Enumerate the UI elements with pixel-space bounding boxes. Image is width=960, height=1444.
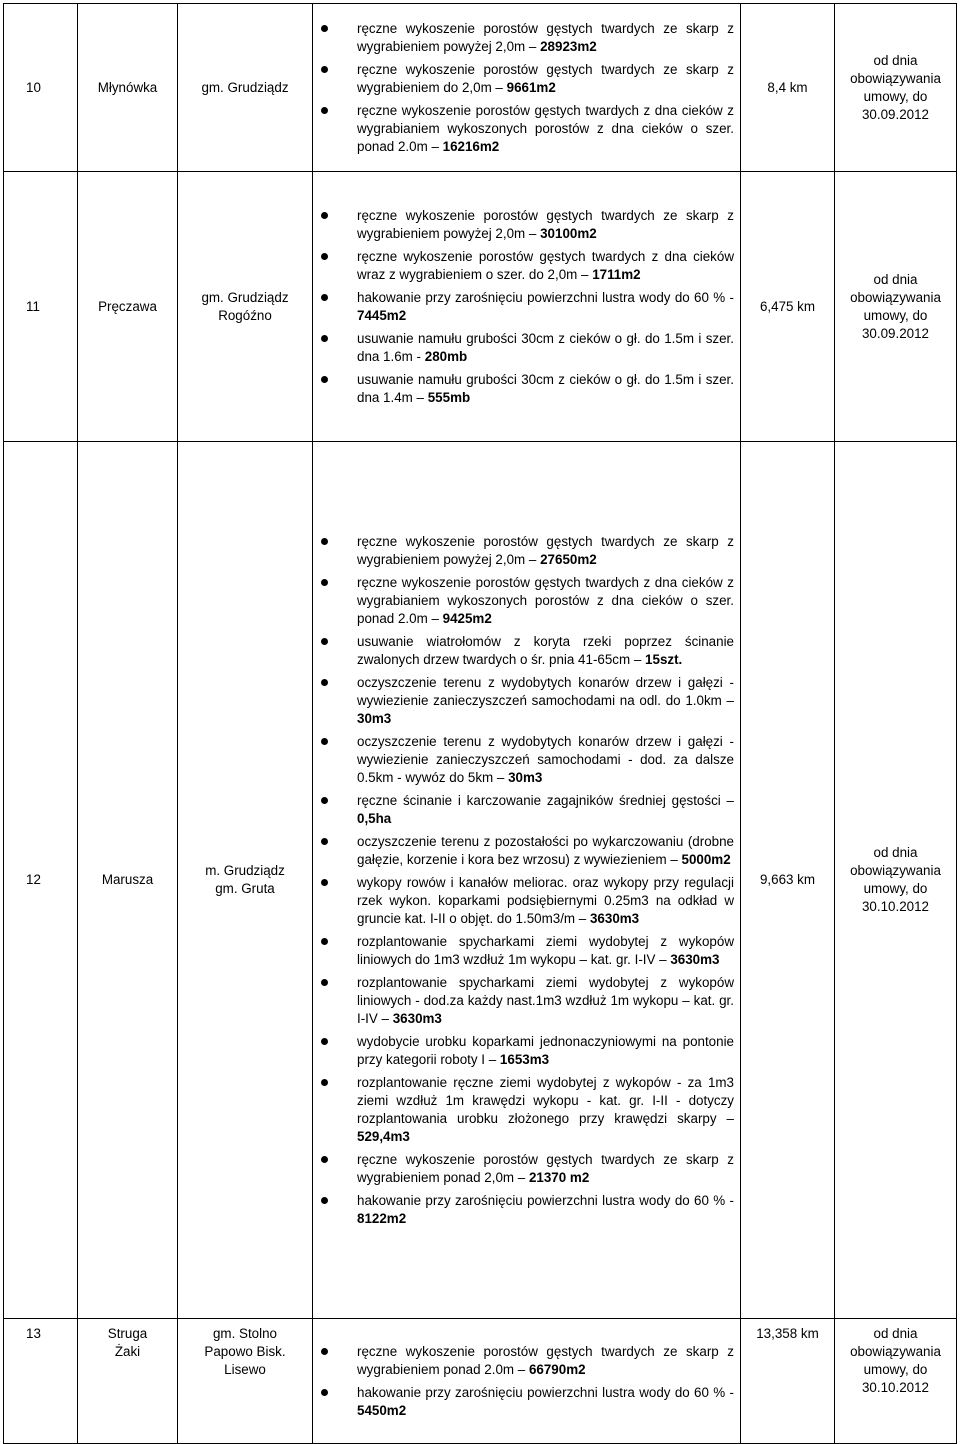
works-description-cell	[313, 442, 741, 1319]
commune-name: gm. Gruta	[215, 881, 275, 896]
works-list-item	[313, 371, 740, 407]
works-item-quantity: 9661m2	[506, 79, 556, 95]
works-item-quantity: 66790m2	[528, 1361, 586, 1377]
works-item-quantity: 3630m3	[670, 951, 720, 967]
commune-name: m. Grudziądz	[205, 863, 285, 878]
deadline-line: 30.10.2012	[861, 1380, 930, 1395]
works-item-text: oczyszczenie terenu z pozostałości po wykarczowaniu (drobne gałęzie, korzenie i kora bez wrzosu) z wywiezieniem –	[357, 833, 734, 867]
length-cell	[741, 4, 835, 172]
length-value: 9,663 km	[759, 872, 816, 887]
deadline-line: od dnia	[873, 845, 918, 860]
works-item-text: ręczne wykoszenie porostów gęstych twardych z dna cieków z wygrabianiem wykoszonych porostów z dna cieków o szer. ponad 2.0m –	[357, 102, 734, 154]
works-list	[313, 199, 740, 415]
works-list-item	[313, 61, 740, 97]
works-item-text: usuwanie namułu grubości 30cm z cieków o gł. do 1.5m i szer. dna 1.6m -	[357, 330, 734, 364]
deadline-line: obowiązywania	[850, 289, 941, 305]
works-item-text: ręczne wykoszenie porostów gęstych twardych ze skarp z wygrabieniem powyżej 2,0m –	[357, 20, 734, 54]
row-number: 12	[26, 872, 41, 887]
table-row	[4, 172, 957, 442]
works-item-text: rozplantowanie spycharkami ziemi wydobytej z wykopów liniowych do 1m3 wzdłuż 1m wykopu – kat. gr. I-IV –	[357, 933, 734, 967]
works-list-item	[313, 248, 740, 284]
works-item-quantity: 0,5ha	[357, 810, 392, 826]
works-item-quantity: 16216m2	[442, 138, 500, 154]
works-item-quantity: 9425m2	[442, 610, 492, 626]
works-list	[313, 12, 740, 164]
works-list-item	[313, 1384, 740, 1420]
works-list-item	[313, 1192, 740, 1228]
deadline-line: umowy, do	[863, 88, 928, 104]
commune-name: Lisewo	[224, 1362, 266, 1377]
works-item-text: wykopy rowów i kanałów meliorac. oraz wykopy przy regulacji rzek wykon. koparkami podsiębiernymi 0.25m3 na odkład w gruncie kat. I-II o objęt. do 1.50m3/m –	[357, 874, 734, 926]
commune-name: gm. Stolno	[212, 1326, 277, 1341]
watercourse-name: Pręczawa	[98, 298, 157, 314]
works-list-item	[313, 1343, 740, 1379]
works-item-text: rozplantowanie spycharkami ziemi wydobytej z wykopów liniowych - dod.za każdy nast.1m3 wzdłuż 1m wykopu – kat. gr. I-IV –	[357, 974, 734, 1026]
works-list-item	[313, 1151, 740, 1187]
commune-cell	[178, 1319, 313, 1444]
works-item-text: hakowanie przy zarośnięciu powierzchni lustra wody do 60 % -	[357, 289, 734, 305]
works-item-quantity: 8122m2	[357, 1210, 407, 1226]
works-item-quantity: 7445m2	[357, 307, 407, 323]
works-list-item	[313, 102, 740, 156]
deadline-line: 30.10.2012	[861, 899, 930, 914]
watercourse-name-cell	[78, 442, 178, 1319]
works-description-cell	[313, 1319, 741, 1444]
works-item-quantity: 280mb	[424, 348, 468, 364]
works-item-quantity: 30m3	[357, 710, 392, 726]
works-list-item	[313, 674, 740, 728]
deadline-cell	[835, 1319, 957, 1444]
works-list-item	[313, 792, 740, 828]
commune-cell	[178, 4, 313, 172]
deadline-line: od dnia	[873, 1326, 918, 1341]
length-value: 8,4 km	[767, 79, 808, 95]
works-item-text: oczyszczenie terenu z wydobytych konarów drzew i gałęzi - wywiezienie zanieczyszczeń samochodami na odl. do 1.0km –	[357, 674, 734, 708]
works-item-text: oczyszczenie terenu z wydobytych konarów drzew i gałęzi - wywiezienie zanieczyszczeń samochodami - dod. za dalsze 0.5km - wywóz do 5km –	[357, 733, 734, 785]
deadline-line: obowiązywania	[850, 1344, 941, 1359]
works-item-quantity: 15szt.	[645, 651, 683, 667]
row-number-cell	[4, 1319, 78, 1444]
works-item-quantity: 27650m2	[540, 551, 597, 567]
works-list-item	[313, 1074, 740, 1146]
row-number-cell	[4, 442, 78, 1319]
works-list-item	[313, 533, 740, 569]
row-number: 11	[26, 298, 40, 314]
length-cell	[741, 1319, 835, 1444]
watercourse-name-cell	[78, 1319, 178, 1444]
works-item-text: ręczne ścinanie i karczowanie zagajników średniej gęstości –	[357, 792, 734, 808]
works-item-quantity: 5450m2	[357, 1402, 407, 1418]
works-item-quantity: 3630m3	[589, 910, 640, 926]
works-item-text: ręczne wykoszenie porostów gęstych twardych ze skarp z wygrabieniem ponad 2,0m –	[357, 1151, 734, 1185]
deadline-line: obowiązywania	[850, 70, 941, 86]
works-item-quantity: 21370 m2	[528, 1169, 590, 1185]
works-item-text: ręczne wykoszenie porostów gęstych twardych z dna cieków wraz z wygrabieniem o szer. do 2,0m –	[357, 248, 734, 282]
deadline-line: umowy, do	[863, 881, 928, 896]
works-list-item	[313, 733, 740, 787]
watercourse-name: Żaki	[114, 1344, 141, 1359]
commune-name: Rogóźno	[218, 307, 272, 323]
watercourse-name: Marusza	[101, 872, 154, 887]
works-list-item	[313, 207, 740, 243]
length-cell	[741, 172, 835, 442]
works-item-text: usuwanie wiatrołomów z koryta rzeki poprzez ścinanie zwalonych drzew twardych o śr. pnia 41-65cm –	[357, 633, 734, 667]
row-number-cell	[4, 172, 78, 442]
works-list-item	[313, 289, 740, 325]
works-list	[313, 1335, 740, 1428]
works-list-item	[313, 1033, 740, 1069]
works-item-quantity: 5000m2	[681, 851, 731, 867]
deadline-line: 30.09.2012	[861, 325, 930, 341]
works-list	[313, 525, 740, 1236]
commune-name: gm. Grudziądz	[201, 289, 289, 305]
deadline-line: 30.09.2012	[861, 106, 930, 122]
commune-name: gm. Grudziądz	[201, 79, 289, 95]
deadline-line: obowiązywania	[850, 863, 941, 878]
table-row	[4, 1319, 957, 1444]
deadline-cell	[835, 442, 957, 1319]
works-item-text: ręczne wykoszenie porostów gęstych twardych z dna cieków z wygrabianiem wykoszonych porostów z dna cieków o szer. ponad 2.0m –	[357, 574, 734, 626]
deadline-line: od dnia	[873, 52, 918, 68]
works-item-text: hakowanie przy zarośnięciu powierzchni lustra wody do 60 % -	[357, 1192, 734, 1208]
works-item-quantity: 28923m2	[540, 38, 597, 54]
row-number: 10	[26, 79, 41, 95]
watercourse-name: Struga	[107, 1326, 148, 1341]
works-table-body	[4, 4, 957, 1444]
commune-cell	[178, 172, 313, 442]
row-number-cell	[4, 4, 78, 172]
works-list-item	[313, 833, 740, 869]
commune-name: Papowo Bisk.	[204, 1344, 286, 1359]
works-item-quantity: 3630m3	[392, 1010, 442, 1026]
deadline-cell	[835, 172, 957, 442]
works-description-cell	[313, 172, 741, 442]
works-item-text: ręczne wykoszenie porostów gęstych twardych ze skarp z wygrabieniem do 2,0m –	[357, 61, 734, 95]
works-list-item	[313, 874, 740, 928]
works-list-item	[313, 633, 740, 669]
length-value: 6,475 km	[759, 298, 816, 314]
works-item-quantity: 30100m2	[540, 225, 597, 241]
row-number: 13	[26, 1326, 41, 1341]
works-item-text: hakowanie przy zarośnięciu powierzchni lustra wody do 60 % -	[357, 1384, 734, 1400]
works-description-cell	[313, 4, 741, 172]
works-item-quantity: 30m3	[508, 769, 543, 785]
works-list-item	[313, 974, 740, 1028]
works-list-item	[313, 330, 740, 366]
deadline-line: od dnia	[873, 271, 918, 287]
deadline-cell	[835, 4, 957, 172]
works-list-item	[313, 574, 740, 628]
length-cell	[741, 442, 835, 1319]
table-row	[4, 442, 957, 1319]
works-item-quantity: 529,4m3	[357, 1128, 410, 1144]
table-row	[4, 4, 957, 172]
works-item-text: ręczne wykoszenie porostów gęstych twardych ze skarp z wygrabieniem powyżej 2,0m –	[357, 207, 734, 241]
works-item-text: wydobycie urobku koparkami jednonaczyniowymi na pontonie przy kategorii roboty I –	[357, 1033, 734, 1067]
commune-cell	[178, 442, 313, 1319]
length-value: 13,358 km	[756, 1326, 819, 1341]
works-item-quantity: 1711m2	[592, 266, 641, 282]
works-item-text: ręczne wykoszenie porostów gęstych twardych ze skarp z wygrabieniem ponad 2.0m –	[357, 1343, 734, 1377]
watercourse-name: Młynówka	[97, 79, 158, 95]
works-item-quantity: 1653m3	[499, 1051, 550, 1067]
deadline-line: umowy, do	[863, 307, 928, 323]
watercourse-name-cell	[78, 4, 178, 172]
watercourse-name-cell	[78, 172, 178, 442]
works-item-text: usuwanie namułu grubości 30cm z cieków o gł. do 1.5m i szer. dna 1.4m –	[357, 371, 734, 405]
deadline-line: umowy, do	[863, 1362, 928, 1377]
works-list-item	[313, 20, 740, 56]
works-item-quantity: 555mb	[427, 389, 471, 405]
works-item-text: rozplantowanie ręczne ziemi wydobytej z wykopów - za 1m3 ziemi wzdłuż 1m krawędzi wykopu - kat. gr. I-II - dotyczy rozplantowania urobku złożonego przy krawędzi skarpy –	[357, 1074, 734, 1126]
works-item-text: ręczne wykoszenie porostów gęstych twardych ze skarp z wygrabieniem powyżej 2,0m –	[357, 533, 734, 567]
works-table	[3, 3, 957, 1444]
works-list-item	[313, 933, 740, 969]
